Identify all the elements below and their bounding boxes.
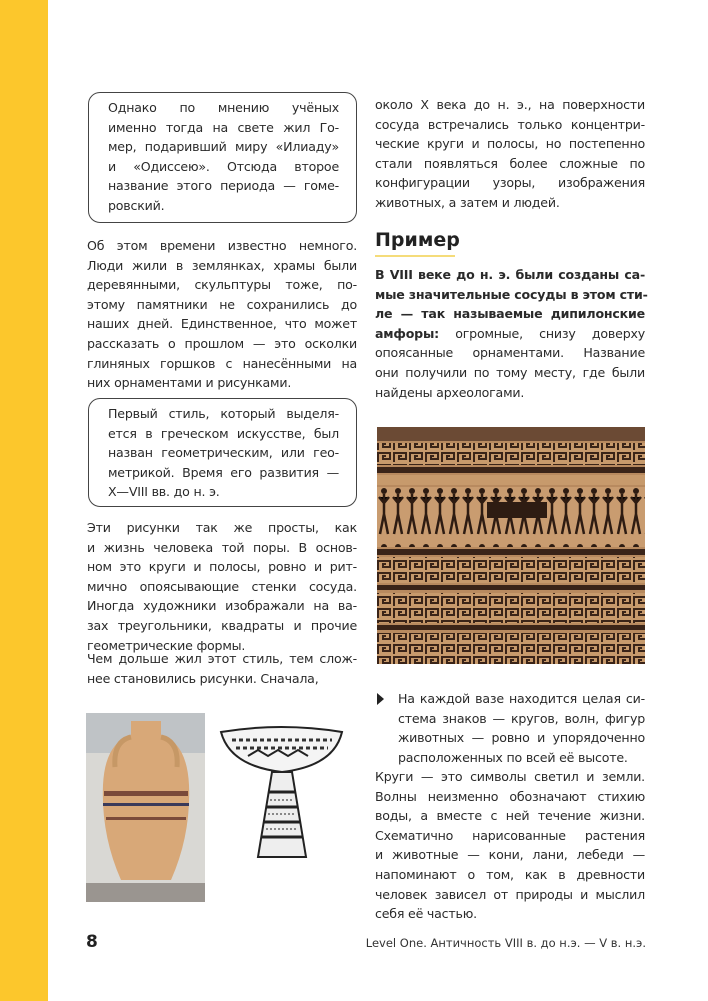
text-line: стали появляться более сложные по [375, 155, 645, 171]
text-line [375, 324, 645, 344]
text-line: нее становились рисунки. Сначала, [87, 670, 319, 686]
page-number: 8 [86, 932, 98, 952]
text-line: и «Одиссею». Отсюда второе [108, 158, 339, 174]
text-line: ется в греческом искусстве, был [108, 425, 339, 441]
bold-text: В VIII веке до н. э. были созданы са- [375, 267, 645, 282]
text-line: зах треугольники, квадраты и прочие [87, 617, 357, 633]
text-line: около X века до н. э., на поверхности [375, 97, 645, 112]
text-line: мер, подаривший миру «Илиаду» [108, 139, 339, 155]
paragraph-drawings [87, 518, 357, 655]
text-line: Люди жили в землянках, храмы были [87, 257, 357, 273]
text-line: метрикой. Время его развития — [108, 464, 339, 480]
bullet-paragraph [398, 689, 645, 767]
paragraph-symbols [375, 767, 645, 924]
bold-text: мые значительные сосуды в этом сти- [375, 286, 648, 302]
dipylon-amphora-photo [377, 427, 645, 664]
text-line: напоминают о том, как в древности [375, 866, 645, 882]
text-line: геометрические формы. [87, 637, 246, 653]
text-line [375, 363, 645, 383]
text-line: X—VIII вв. до н. э. [108, 484, 220, 500]
text-line: этому памятники не сохранились до [87, 296, 357, 312]
text-line: Первый стиль, который выделя- [108, 406, 339, 421]
text-line: наших дней. Единственное, что может [87, 316, 357, 332]
paragraph-early-ornaments [375, 95, 645, 213]
regular-text: найдены археологами. [375, 384, 525, 400]
regular-text: опоясанные орнаментами. Название [375, 345, 645, 361]
text-line: название этого периода — гоме- [108, 178, 339, 194]
text-line: стема знаков — кругов, волн, фигур [398, 710, 645, 726]
text-line: Волны неизменно обозначают стихию [375, 788, 645, 804]
text-line: человек зависел от природы и мыслил [375, 886, 645, 902]
text-line: Об этом времени известно немного. [87, 238, 357, 253]
regular-text: они получили по тому месту, где были [375, 364, 645, 380]
text-line: деревянными, скульптуры тоже, по- [87, 277, 357, 293]
text-line [375, 343, 645, 363]
text-line: назван геометрическим, или гео- [108, 445, 339, 461]
paragraph-about-time [87, 236, 357, 393]
example-heading: Пример [375, 229, 460, 251]
text-line: именно тогда на свете жил Го- [108, 119, 339, 135]
bold-text: ле — так называемые дипилонские [375, 306, 645, 322]
text-line: и жизнь человека той поры. В основ- [87, 539, 357, 555]
text-line [375, 383, 645, 403]
text-line: На каждой вазе находится целая си- [398, 691, 645, 706]
text-line: себя её частью. [375, 906, 477, 922]
text-line: Чем дольше жил этот стиль, тем слож- [87, 651, 357, 666]
text-line: ном это круги и полосы, ровно и рит- [87, 559, 357, 575]
yellow-margin-bar [0, 0, 48, 1001]
regular-text: огромные, снизу доверху [438, 325, 645, 341]
text-line: Иногда художники изображали на ва- [87, 598, 357, 614]
running-title: Level One. Античность VIII в. до н.э. — V в. н.э. [365, 936, 646, 950]
text-line: Схематично нарисованные растения [375, 827, 645, 843]
text-line: Однако по мнению учёных [108, 100, 339, 115]
text-line: рассказать о прошлом — это осколки [87, 335, 357, 351]
callout-text-geometric [108, 404, 339, 502]
text-line: животных — ровно и упорядоченно [398, 730, 645, 746]
text-line: ческие круги и полосы, но постепенно [375, 136, 645, 152]
text-line: конфигурации узоры, изображения [375, 175, 645, 191]
text-line: ровский. [108, 197, 165, 213]
text-line: животных, а затем и людей. [375, 194, 560, 210]
text-line: Круги — это символы светил и земли. [375, 769, 645, 784]
text-line: них орнаментами и рисунками. [87, 375, 292, 391]
text-line: глиняных горшков с нанесёнными на [87, 355, 357, 371]
callout-text-homeric [108, 98, 339, 216]
paragraph-style-evolution [87, 649, 357, 688]
text-line: сосуда встречались только концентри- [375, 116, 645, 132]
text-line: мично опоясывающие стенки сосуда. [87, 578, 357, 594]
heading-underline [375, 255, 455, 257]
bold-text: амфоры: [375, 325, 439, 341]
geometric-cup-drawing [218, 722, 345, 865]
bullet-arrow-icon [377, 693, 384, 705]
example-paragraph [375, 265, 648, 402]
text-line: Эти рисунки так же просты, как [87, 520, 357, 535]
amphora-photo [86, 713, 205, 902]
text-line [375, 265, 645, 285]
text-line [375, 285, 648, 305]
text-line: воды, а вместе с ней течение жизни. [375, 808, 645, 824]
text-line [375, 304, 645, 324]
text-line: расположенных по всей её высоте. [398, 749, 628, 765]
text-line: и животные — кони, лани, лебеди — [375, 847, 645, 863]
